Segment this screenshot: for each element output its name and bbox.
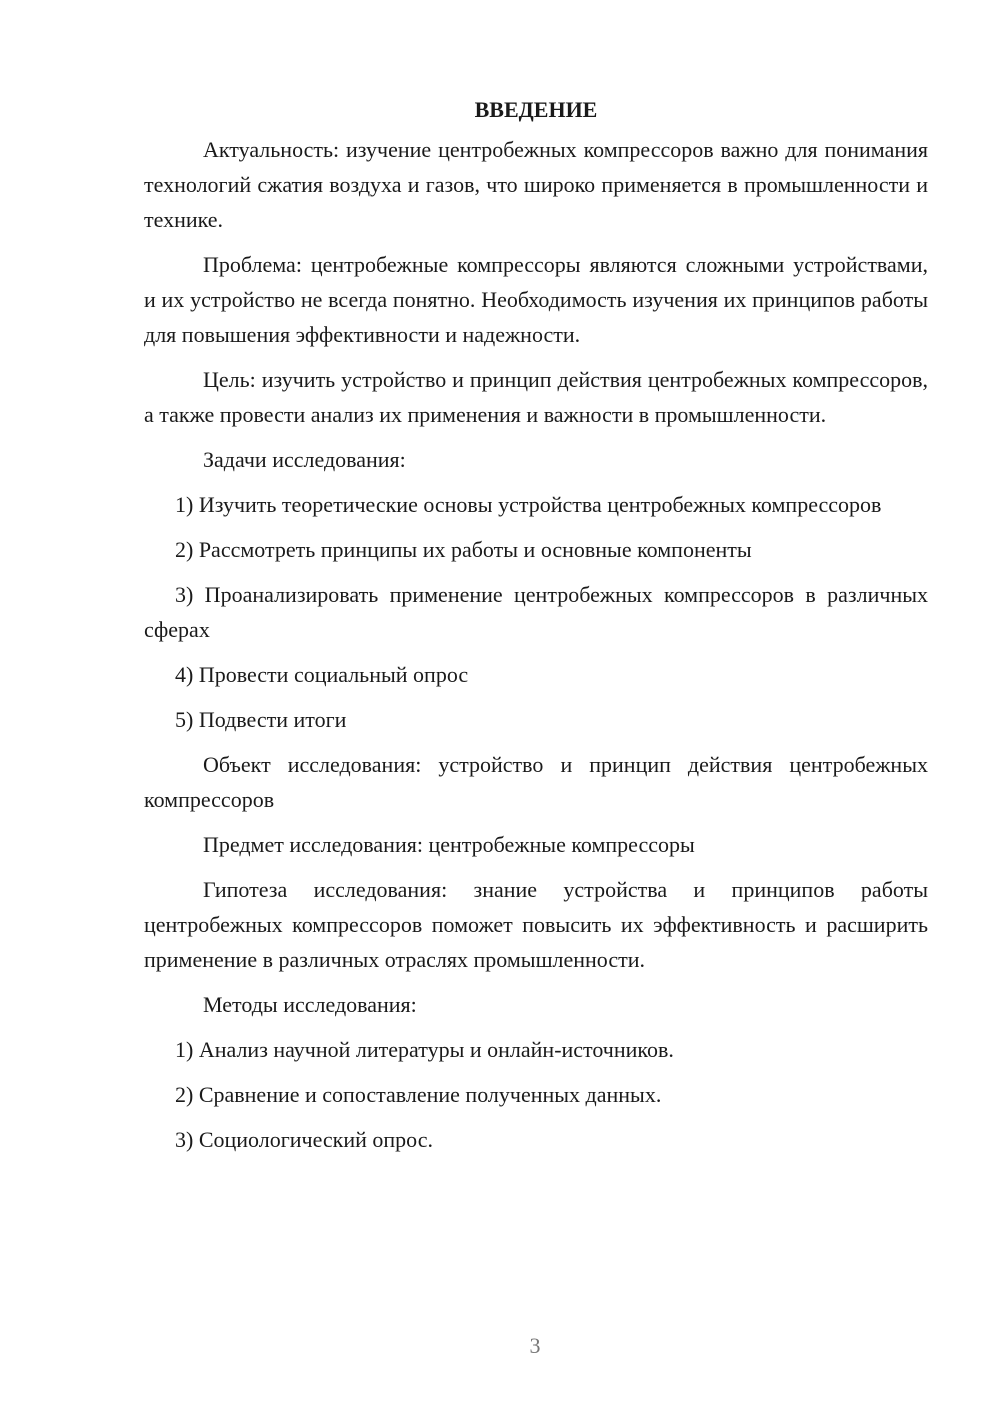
relevance-paragraph: Актуальность: изучение центробежных компрессоров важно для понимания технологий сжатия воздуха и газов, что широко применяется в промышленности и технике. [144,137,928,232]
subject-paragraph: Предмет исследования: центробежные компрессоры [203,832,695,857]
object-paragraph: Объект исследования: устройство и принцип действия центробежных компрессоров [144,752,928,812]
task-item: 4) Провести социальный опрос [175,662,469,687]
task-item: 5) Подвести итоги [175,707,347,732]
goal-paragraph: Цель: изучить устройство и принцип действия центробежных компрессоров, а также провести анализ их применения и важности в промышленности. [144,367,928,427]
task-item: 2) Рассмотреть принципы их работы и основные компоненты [175,537,752,562]
tasks-heading: Задачи исследования: [203,447,406,472]
method-item: 1) Анализ научной литературы и онлайн-источников. [175,1037,674,1062]
method-item: 3) Социологический опрос. [175,1127,433,1152]
method-item: 2) Сравнение и сопоставление полученных данных. [175,1082,662,1107]
task-item: 3) Проанализировать применение центробежных компрессоров в различных сферах [144,582,928,642]
hypothesis-paragraph: Гипотеза исследования: знание устройства и принципов работы центробежных компрессоров поможет повысить их эффективность и расширить применение в различных отраслях промышленности. [144,877,928,972]
task-item: 1) Изучить теоретические основы устройства центробежных компрессоров [175,492,882,517]
methods-heading: Методы исследования: [203,992,417,1017]
page-number: 3 [529,1333,541,1358]
document-page [144,92,928,1167]
section-title: ВВЕДЕНИЕ [474,97,598,122]
problem-paragraph: Проблема: центробежные компрессоры являются сложными устройствами, и их устройство не всегда понятно. Необходимость изучения их принципов работы для повышения эффективности и надежности. [144,252,928,347]
